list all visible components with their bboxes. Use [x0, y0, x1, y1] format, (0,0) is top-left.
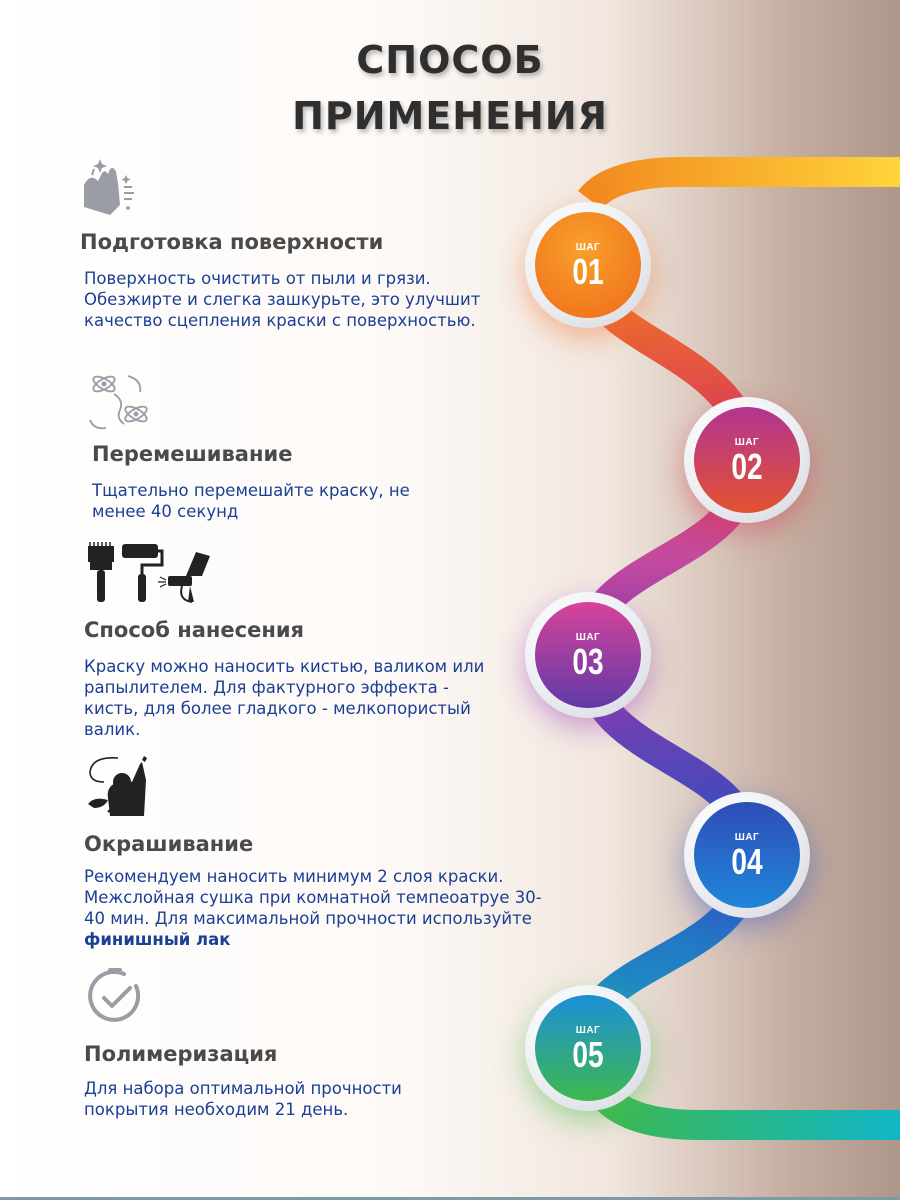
step-2-title: Перемешивание: [92, 442, 293, 466]
step-1-title: Подготовка поверхности: [80, 230, 384, 254]
step-2-description: Тщательно перемешайте краску, не менее 40 секунд: [92, 481, 410, 521]
badge-number: 04: [731, 840, 763, 882]
badge-label: ШАГ: [734, 831, 760, 843]
step-4-title: Окрашивание: [84, 832, 254, 856]
badge-number: 03: [572, 640, 604, 682]
step-badge-04: [684, 792, 810, 918]
badge-number: 05: [572, 1033, 604, 1075]
step-badge-01: [525, 202, 651, 328]
badge-number: 02: [731, 445, 763, 487]
step-badge-02: [684, 397, 810, 523]
title-line-2: ПРИМЕНЕНИЯ: [292, 94, 608, 138]
step-3-title: Способ нанесения: [84, 618, 305, 642]
step-4-description: [84, 866, 544, 950]
finish-varnish-link: финишный лак: [84, 930, 231, 949]
step-badge-03: [525, 592, 651, 718]
step-3-description: Краску можно наносить кистью, валиком или рапылителем. Для фактурного эффекта - кисть, для более гладкого - мелкопористый валик.: [84, 657, 485, 739]
brush-roller-spray-icon: [82, 540, 222, 612]
mixing-molecules-icon: [84, 370, 156, 438]
step-1-description: Поверхность очистить от пыли и грязи. Обезжирте и слегка зашкурьте, это улучшит качество сцепления краски с поверхностью.: [84, 269, 481, 330]
painter-spraying-icon: [84, 752, 150, 826]
step-badge-05: [525, 985, 651, 1111]
step-5-title: Полимеризация: [84, 1042, 278, 1066]
badge-label: ШАГ: [734, 436, 760, 448]
badge-number: 01: [572, 250, 604, 292]
hand-cleaning-icon: [80, 155, 140, 223]
clock-check-icon: [84, 966, 146, 1032]
badge-label: ШАГ: [575, 631, 601, 643]
step-4-description-text: Рекомендуем наносить минимум 2 слоя краски. Межслойная сушка при комнатной темпеоатруе 30-40 мин. Для максимальной прочности используйте: [84, 867, 542, 928]
title-line-1: СПОСОБ: [356, 38, 544, 82]
badge-label: ШАГ: [575, 1024, 601, 1036]
badge-label: ШАГ: [575, 241, 601, 253]
step-5-description: Для набора оптимальной прочности покрытия необходим 21 день.: [84, 1079, 402, 1119]
